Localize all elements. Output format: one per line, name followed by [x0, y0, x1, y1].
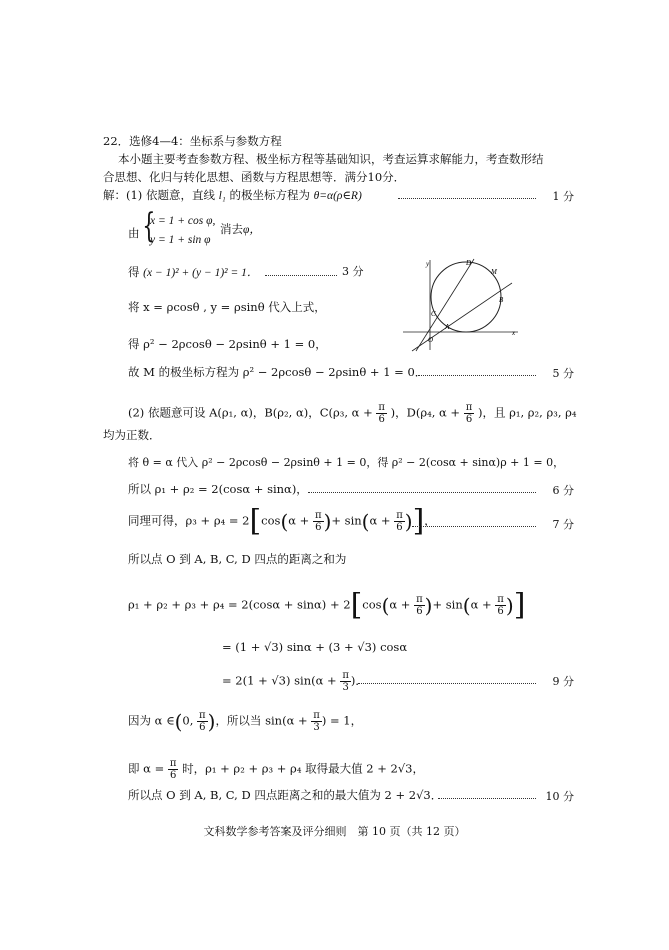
pi-over-3 [311, 710, 322, 733]
page-footer: 文科数学参考答案及评分细则 第 10 页（共 12 页） [203, 825, 466, 838]
by-label: 由 [128, 226, 140, 240]
frac-num: π [313, 710, 320, 721]
leader [412, 526, 536, 527]
pi-over-3 [340, 670, 351, 693]
sum-all-line [128, 587, 526, 623]
phi: φ， [243, 224, 261, 236]
intro-line-2: 合思想、化归与转化思想、函数与方程思想等．满分10分． [103, 170, 406, 184]
paren-close: ) [424, 593, 433, 618]
bracket-close: ] [412, 503, 425, 539]
label-x: x [512, 329, 516, 337]
sum-all-a: ρ₁ + ρ₂ + ρ₃ + ρ₄ = 2(cosα + sinα) + 2 [128, 597, 351, 612]
paren-close: ) [505, 593, 514, 618]
paren-open: ( [462, 593, 471, 618]
part2-c: )，且 ρ₁, ρ₂, ρ₃, ρ₄ [477, 405, 577, 420]
frac-den: 6 [497, 606, 504, 617]
line-l2 [416, 259, 474, 351]
frac-den: 6 [416, 606, 423, 617]
sim-b: cos [362, 597, 382, 612]
frac-den: 6 [378, 414, 385, 425]
score-7: 7 分 [552, 518, 574, 531]
score-9: 9 分 [552, 675, 574, 688]
sol-label: 解：(1) 依题意，直线 [103, 188, 215, 202]
score-1: 1 分 [552, 190, 574, 203]
because-b: 0, [182, 713, 194, 728]
paren-open: ( [381, 593, 390, 618]
substitute-line: 将 x = ρcosθ , y = ρsinθ 代入上式， [128, 300, 326, 314]
eliminate [220, 222, 261, 237]
pi-over-6 [414, 594, 425, 617]
part1-line [103, 188, 362, 203]
param-y: y = 1 + sin φ [150, 234, 211, 246]
paren-close: ) [323, 509, 332, 534]
left-brace: { [142, 206, 156, 246]
leader [398, 198, 536, 199]
score-3: 3 分 [342, 265, 364, 278]
bracket-close: ] [513, 587, 526, 623]
sim-b: cos [261, 513, 281, 528]
because-a: 因为 α ∈ [128, 713, 175, 728]
label-o: O [428, 336, 434, 344]
score-6: 6 分 [552, 484, 574, 497]
leader [418, 375, 536, 376]
pi-over-6 [376, 402, 387, 425]
when-a: 即 α = [128, 761, 165, 776]
sub-theta-line: 将 θ = α 代入 ρ² − 2ρcosθ − 2ρsinθ + 1 = 0，得 ρ² − 2(cosα + sinα)ρ + 1 = 0， [128, 456, 565, 469]
eq3-a: = 2(1 + √3) sin(α + [222, 673, 337, 688]
bracket-open: [ [350, 587, 363, 623]
label-a: A [445, 323, 450, 331]
frac-den: 3 [313, 722, 320, 733]
polar-line: 得 ρ² − 2ρcosθ − 2ρsinθ + 1 = 0， [128, 337, 327, 351]
pi-over-6 [394, 510, 405, 533]
m-polar-line: 故 M 的极坐标方程为 ρ² − 2ρcosθ − 2ρsinθ + 1 = 0． [128, 365, 427, 379]
frac-num: π [169, 758, 177, 769]
sim-c: α + [389, 597, 411, 612]
label-b: B [499, 296, 504, 304]
section-title: 22．选修4—4：坐标系与参数方程 [103, 134, 282, 148]
similar-line: 同理可得，ρ₃ + ρ₄ = 2[cos(α + $\frac{\pi}{6}$ )+ sin(α + $\frac{\pi}{6}$ )]， [128, 503, 436, 539]
eliminate-text: 消去 [220, 222, 243, 236]
final-line: 所以点 O 到 A, B, C, D 四点距离之和的最大值为 2 + 2√3． [128, 788, 443, 802]
param-x: x = 1 + cos φ, [150, 215, 216, 227]
part2-a: (2) 依题意可设 A(ρ₁, α)，B(ρ₂, α)，C(ρ₃, α + [128, 405, 373, 420]
intro-line-1: 本小题主要考查参数方程、极坐标方程等基础知识，考查运算求解能力，考查数形结 [118, 152, 544, 166]
part2-line [128, 402, 577, 425]
frac-num: π [416, 594, 423, 605]
frac-num: π [199, 710, 206, 721]
label-y: y [426, 260, 430, 268]
paren-open: ( [361, 509, 370, 534]
frac-den: 6 [169, 770, 177, 781]
when-b: 时，ρ₁ + ρ₂ + ρ₃ + ρ₄ 取得最大值 2 + 2√3， [182, 761, 424, 776]
leader [308, 492, 536, 493]
part2-positive: 均为正数． [103, 428, 161, 442]
frac-den: 6 [396, 522, 403, 533]
paren-close: ) [207, 709, 216, 734]
get-label: 得 [128, 265, 140, 279]
pi-over-6 [197, 710, 208, 733]
pi-over-6 [313, 510, 324, 533]
line-l1 [412, 283, 512, 351]
bracket-open: [ [249, 503, 262, 539]
paren-open: ( [174, 709, 183, 734]
circle-eq-line [128, 265, 258, 280]
distance-text: 所以点 O 到 A, B, C, D 四点的距离之和为 [128, 552, 347, 566]
label-c: C [431, 310, 436, 318]
frac-num: π [314, 510, 322, 521]
sim-a: 同理可得，ρ₃ + ρ₄ = 2 [128, 513, 250, 528]
frac-den: 6 [199, 722, 206, 733]
frac-num: π [465, 402, 473, 413]
eq-line-3 [222, 670, 367, 693]
eq-line-2: = (1 + √3) sinα + (3 + √3) cosα [222, 640, 408, 654]
paren-open: ( [280, 509, 289, 534]
because-line [128, 710, 362, 733]
frac-den: 6 [315, 522, 322, 533]
sim-c: α + [369, 513, 391, 528]
sol-l1: l₁ [218, 190, 226, 202]
frac-num: π [342, 670, 349, 681]
paren-close: ) [404, 509, 413, 534]
when-line [128, 758, 424, 781]
leader [438, 798, 536, 799]
part2-b: )，D(ρ₄, α + [390, 405, 461, 420]
sim-c: α + [288, 513, 310, 528]
sol-l1-eq: θ=α(ρ∈R) [313, 190, 362, 202]
pi-over-6 [464, 402, 475, 425]
pi-over-6 [495, 594, 506, 617]
label-m: M [491, 268, 497, 276]
frac-den: 6 [465, 414, 473, 425]
sum12-line: 所以 ρ₁ + ρ₂ = 2(cosα + sinα)， [128, 482, 308, 496]
sim-c: α + [470, 597, 492, 612]
geometry-figure [398, 255, 523, 355]
because-d: ) = 1， [321, 713, 363, 728]
sol-l1-rest: 的极坐标方程为 [229, 188, 310, 202]
frac-den: 3 [342, 682, 349, 693]
frac-num: π [396, 510, 403, 521]
score-5: 5 分 [552, 367, 574, 380]
because-c: ，所以当 sin(α + [215, 713, 308, 728]
leader [265, 275, 337, 276]
frac-num: π [497, 594, 504, 605]
sim-d: + sin [331, 513, 362, 528]
eq3-b: )． [350, 673, 367, 688]
pi-over-6 [168, 758, 179, 781]
frac-num: π [378, 402, 385, 413]
score-10: 10 分 [545, 790, 574, 803]
leader [358, 683, 536, 684]
sim-d: + sin [432, 597, 463, 612]
label-d: D [466, 259, 472, 267]
circle-eq: (x − 1)² + (y − 1)² = 1． [143, 267, 259, 279]
